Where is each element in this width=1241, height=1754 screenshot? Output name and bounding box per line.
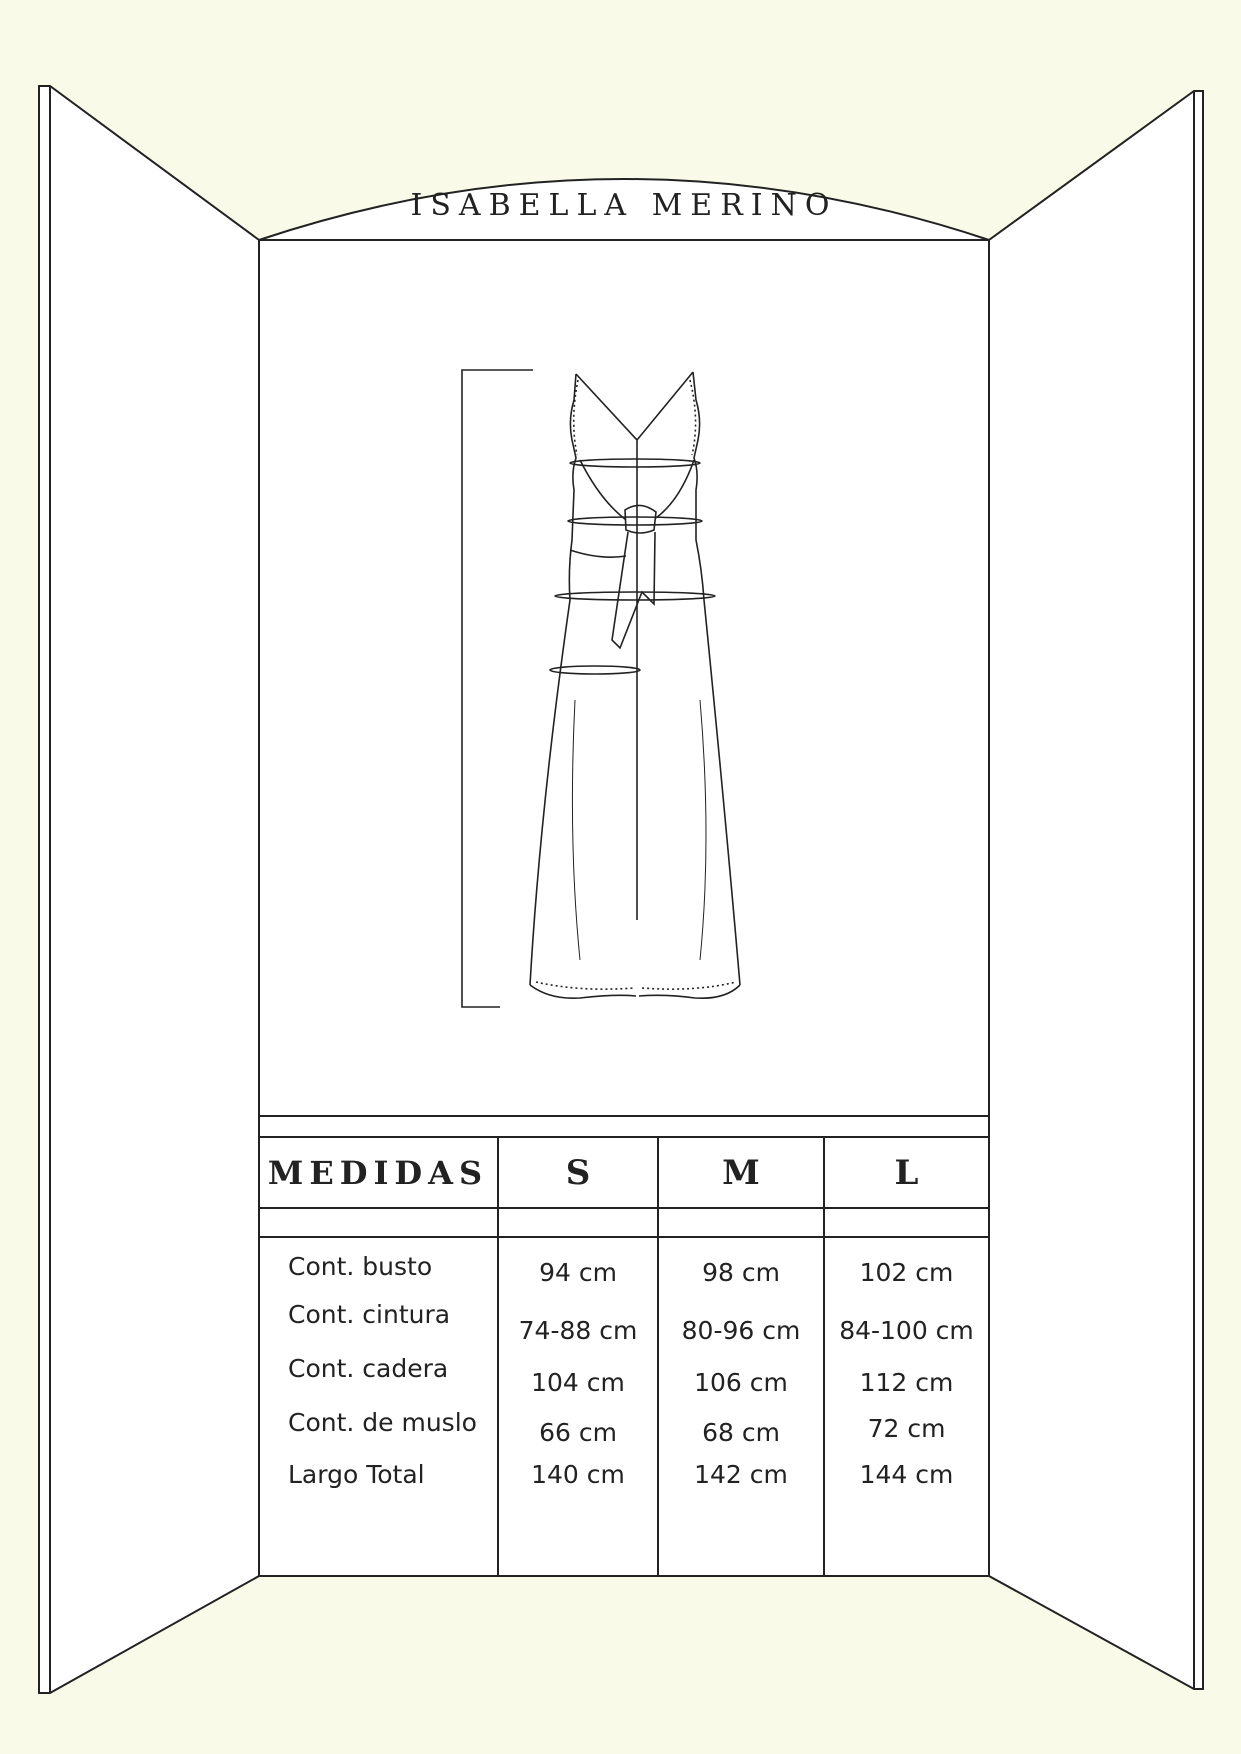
row-label-cintura: Cont. cintura: [288, 1300, 451, 1329]
cintura-l: 84-100 cm: [839, 1316, 974, 1345]
cadera-l: 112 cm: [859, 1368, 954, 1397]
row-label-muslo: Cont. de muslo: [288, 1408, 477, 1437]
muslo-m: 68 cm: [702, 1418, 780, 1447]
row-label-busto: Cont. busto: [288, 1252, 433, 1281]
cadera-s: 104 cm: [531, 1368, 625, 1397]
cadera-m: 106 cm: [694, 1368, 788, 1397]
cintura-s: 74-88 cm: [518, 1316, 638, 1345]
muslo-s: 66 cm: [539, 1418, 617, 1447]
row-label-cadera: Cont. cadera: [288, 1354, 449, 1383]
cintura-m: 80-96 cm: [681, 1316, 801, 1345]
jumpsuit-sketch: [450, 360, 790, 1040]
brand-name: ISABELLA MERINO: [410, 188, 838, 223]
row-label-largo: Largo Total: [288, 1460, 425, 1489]
largo-s: 140 cm: [531, 1460, 625, 1489]
header-size-m: M: [722, 1153, 760, 1193]
largo-m: 142 cm: [694, 1460, 788, 1489]
busto-l: 102 cm: [859, 1258, 954, 1287]
largo-l: 144 cm: [859, 1460, 954, 1489]
header-medidas: MEDIDAS: [267, 1154, 489, 1192]
header-size-l: L: [894, 1153, 919, 1193]
header-size-s: S: [565, 1153, 591, 1193]
busto-s: 94 cm: [539, 1258, 617, 1287]
muslo-l: 72 cm: [867, 1414, 946, 1443]
busto-m: 98 cm: [702, 1258, 780, 1287]
